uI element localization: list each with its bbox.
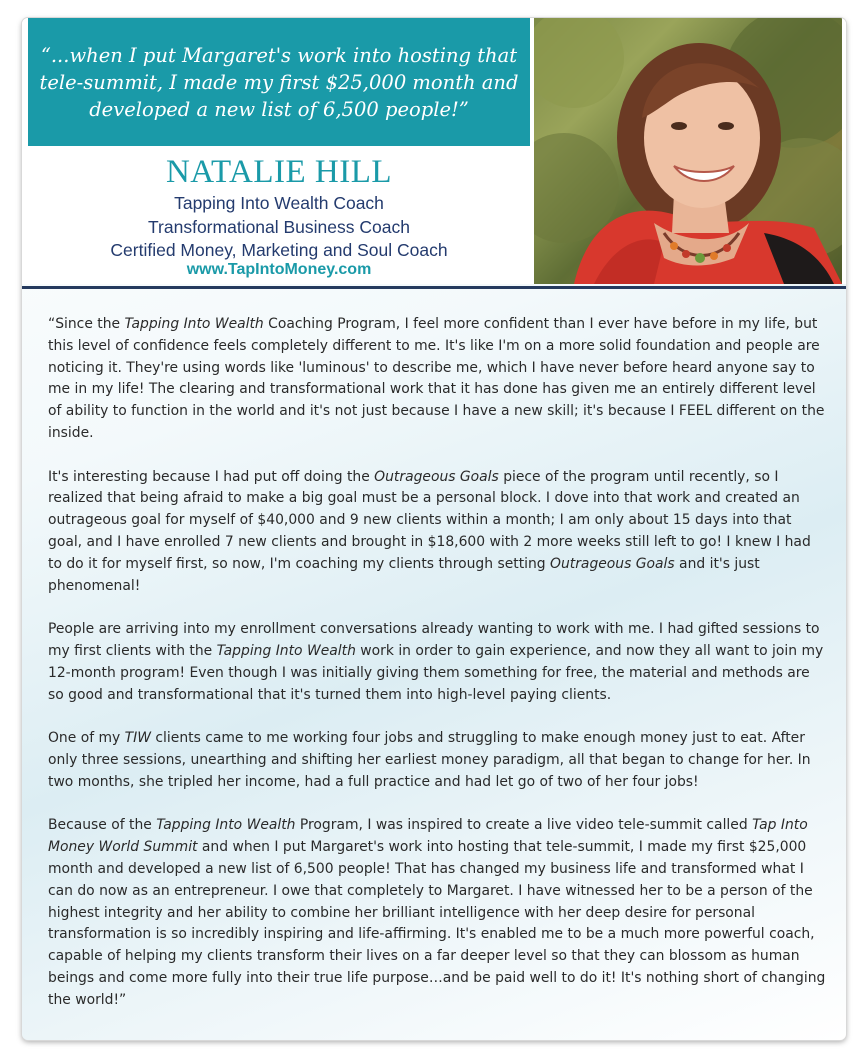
title-line: Transformational Business Coach — [148, 216, 410, 237]
text-run: One of my — [48, 730, 125, 747]
text-run: work in order to gain experience, and now they all want to join my 12-month program! Even though I was initially giving them something for free, the material and methods are so good and transformational that it's turned them into high-level paying clients. — [48, 642, 824, 703]
testimonial-header — [22, 18, 846, 284]
portrait-illustration — [534, 18, 842, 284]
title-line: Tapping Into Wealth Coach — [174, 193, 384, 213]
program-module-name: Outrageous Goals — [374, 468, 499, 485]
text-run: and it's just phenomenal! — [48, 555, 760, 594]
testimonial-paragraph — [48, 314, 826, 445]
title-line: Certified Money, Marketing and Soul Coach — [110, 240, 448, 260]
text-run: Because of the — [48, 817, 157, 834]
pull-quote: “...when I put Margaret's work into hosting that tele-summit, I made my first $25,000 month and developed a new list of 6,500 people!” — [39, 43, 519, 121]
text-run: It's interesting because I had put off doing the — [48, 468, 375, 485]
text-run: and when I put Margaret's work into hosting that tele-summit, I made my first $25,000 month and developed a new list of 6,500 people! That has changed my business life and transformed what I can do now as an entrepreneur. I owe that completely to Margaret. I have witnessed her to be a person of the highest integrity and her ability to combine her brilliant intelligence with her deep desire for personal transformation is so incredibly inspiring and life-affirming. It's enabled me to be a much more powerful coach, capable of helping my clients transform their lives on a far deeper level so that they can blossom as human beings and come more fully into their true life purpose…and be paid well to do it! It's nothing short of changing the world!” — [48, 839, 826, 1008]
program-name: Tapping Into Wealth — [124, 316, 264, 332]
portrait-photo — [534, 18, 842, 284]
testimonial-body — [48, 314, 826, 1033]
testimonial-paragraph — [48, 815, 826, 1011]
program-name: Tapping Into Wealth — [216, 642, 356, 659]
text-run: “Since the — [48, 316, 125, 332]
website-link[interactable]: www.TapIntoMoney.com — [186, 261, 372, 278]
person-titles — [28, 192, 530, 263]
program-name: Tapping Into Wealth — [156, 817, 296, 834]
program-module-name: Outrageous Goals — [550, 555, 675, 572]
testimonial-paragraph — [48, 728, 826, 793]
header-divider — [22, 286, 846, 289]
text-run: People are arriving into my enrollment conversations already wanting to work with me. I had gifted sessions to my first clients with the — [48, 621, 820, 659]
text-run: piece of the program until recently, so I realized that being afraid to make a big goal must be a personal block. I dove into that work and created an outrageous goal for myself of $40,000 and 9 new clients within a month; I am only about 15 days into that goal, and I have enrolled 7 new clients and brought in $18,600 with 2 more weeks still left to go! I knew I had to do it for myself first, so now, I'm coaching my clients through setting — [48, 468, 811, 572]
summit-name: Tap Into Money World Summit — [48, 817, 808, 856]
pull-quote-box — [28, 18, 530, 146]
testimonial-paragraph — [48, 467, 826, 598]
text-run: Program, I was inspired to create a live video tele-summit called — [295, 817, 753, 834]
text-run: clients came to me working four jobs and struggling to make enough money just to eat. After only three sessions, unearthing and shifting her earliest money paradigm, all that began to change for her. In two months, she tripled her income, had a full practice and had let go of two of her four jobs! — [48, 730, 811, 790]
program-abbreviation: TIW — [124, 730, 151, 747]
testimonial-paragraph — [48, 619, 826, 706]
testimonial-card — [22, 18, 846, 1040]
person-name: NATALIE HILL — [165, 154, 393, 190]
text-run: Coaching Program, I feel more confident than I ever have before in my life, but this level of confidence feels completely different to me. It's like I'm on a more solid foundation and people are noticing it. They're using words like 'luminous' to describe me, which I have never before heard anyone say to me in my life! The clearing and transformational work that it has done has given me an entirely different level of ability to function in the world and it's not just because I have a new skill; it's because I FEEL different on the inside. — [48, 316, 825, 441]
